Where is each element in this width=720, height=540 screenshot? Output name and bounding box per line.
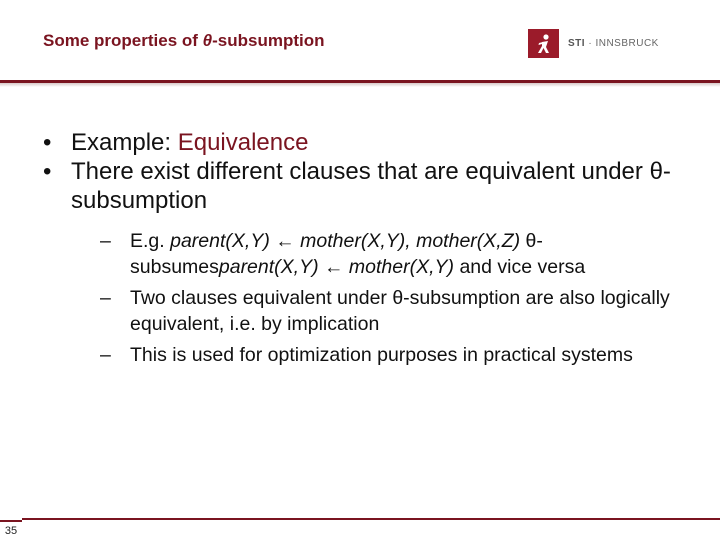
subbullet-optimization-text: This is used for optimization purposes in practical systems [130,344,633,366]
bullet-example [43,128,693,157]
clause-two: parent(X,Y) ← mother(X,Y) [218,256,455,278]
logo-place: INNSBRUCK [595,38,659,49]
footer-divider [22,518,720,520]
bullet-marker: • [43,158,52,185]
sti-innsbruck-logo [528,29,659,58]
slide-title-theta: θ [202,31,213,50]
subbullet-logical-equivalence [100,285,693,337]
slide-title-suffix: -subsumption [212,31,325,50]
subbullet-example-lead: E.g. [130,230,171,252]
running-figure-icon [528,29,559,58]
subbullet-marker: – [100,230,111,252]
subbullet-marker: – [100,344,111,366]
subbullet-optimization [100,342,693,368]
logo-text [568,38,659,49]
subbullet-example-verb: θ-subsumes [130,230,543,278]
bullet-equivalent-clauses-text: There exist different clauses that are equivalent under θ-subsumption [71,158,671,214]
slide-title [43,31,325,51]
subbullet-logical-equivalence-text: Two clauses equivalent under θ-subsumption are also logically equivalent, i.e. by implication [130,287,670,335]
subbullet-example-tail: and vice versa [454,256,586,278]
bullet-equivalent-clauses [43,157,693,215]
subbullet-marker: – [100,287,111,309]
slide-content [43,128,693,368]
bullet-example-label: Example: [71,129,178,156]
clause-one: parent(X,Y) ← mother(X,Y), mother(X,Z) [170,230,521,252]
logo-name: STI [568,38,586,49]
bullet-marker: • [43,129,52,156]
logo-separator: · [585,38,596,49]
header-divider-shadow [0,83,720,87]
page-number: 35 [0,520,22,540]
bullet-example-accent: Equivalence [177,129,309,156]
subbullet-example [100,228,693,280]
slide-title-prefix: Some properties of [43,31,203,50]
